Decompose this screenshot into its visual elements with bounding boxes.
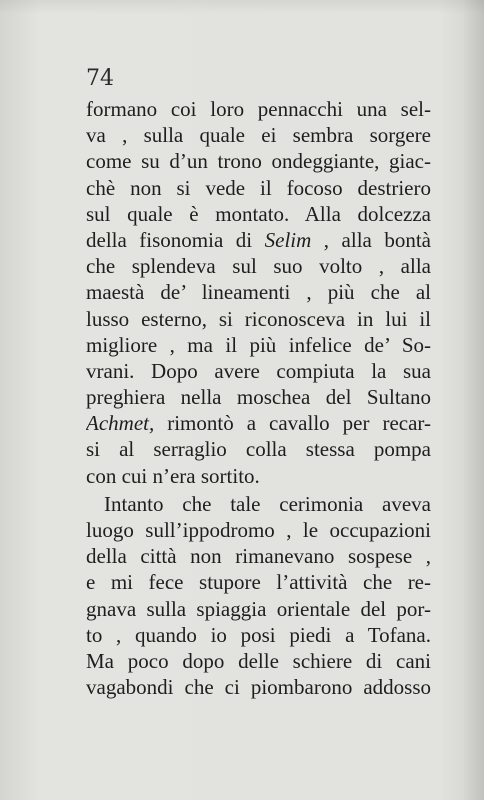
text-line: gnava sulla spiaggia orientale del por- (86, 596, 431, 621)
text-line: lusso esterno, si riconosceva in lui il (86, 306, 431, 331)
text-line: che splendeva sul suo volto , alla (86, 254, 431, 279)
paragraph-1 (86, 96, 431, 489)
text-line: preghiera nella moschea del Sultano (86, 385, 431, 410)
text-line: Intanto che tale cerimonia aveva (104, 491, 431, 516)
body-text (86, 96, 431, 700)
text-line: con cui n’era sortito. (86, 463, 260, 488)
text-line: si al serraglio colla stessa pompa (86, 437, 431, 462)
text-line: to , quando io posi piedi a Tofana. (86, 622, 431, 647)
text-line: chè non si vede il focoso destriero (86, 175, 431, 200)
name-selim: Selim (264, 227, 312, 252)
page-edge-shadow (462, 0, 484, 800)
page-number: 74 (86, 66, 114, 91)
text-line: Achmet, rimontò a cavallo per recar- (86, 411, 431, 436)
paragraph-2 (86, 491, 431, 701)
text-line: sul quale è montato. Alla dolcezza (86, 201, 431, 226)
page-top-shadow (0, 0, 484, 14)
text-line: Ma poco dopo delle schiere di cani (86, 648, 431, 673)
text-line: e mi fece stupore l’attività che re- (86, 570, 431, 595)
text-line: della fisonomia di Selim , alla bontà (86, 227, 431, 252)
text-line: maestà de’ lineamenti , più che al (86, 280, 431, 305)
text-line: va , sulla quale ei sembra sorgere (86, 123, 431, 148)
text-line: della città non rimanevano sospese , (86, 544, 431, 569)
name-achmet: Achmet, (86, 411, 155, 436)
text-line: formano coi loro pennacchi una sel- (86, 97, 431, 121)
text-line: luogo sull’ippodromo , le occupazioni (86, 518, 431, 542)
text-line: vagabondi che ci piombarono addosso (86, 675, 431, 700)
text-line: migliore , ma il più infelice de’ So- (86, 332, 431, 357)
text-line: vrani. Dopo avere compiuta la sua (86, 358, 431, 383)
text-line: come su d’un trono ondeggiante, giac- (86, 149, 431, 174)
